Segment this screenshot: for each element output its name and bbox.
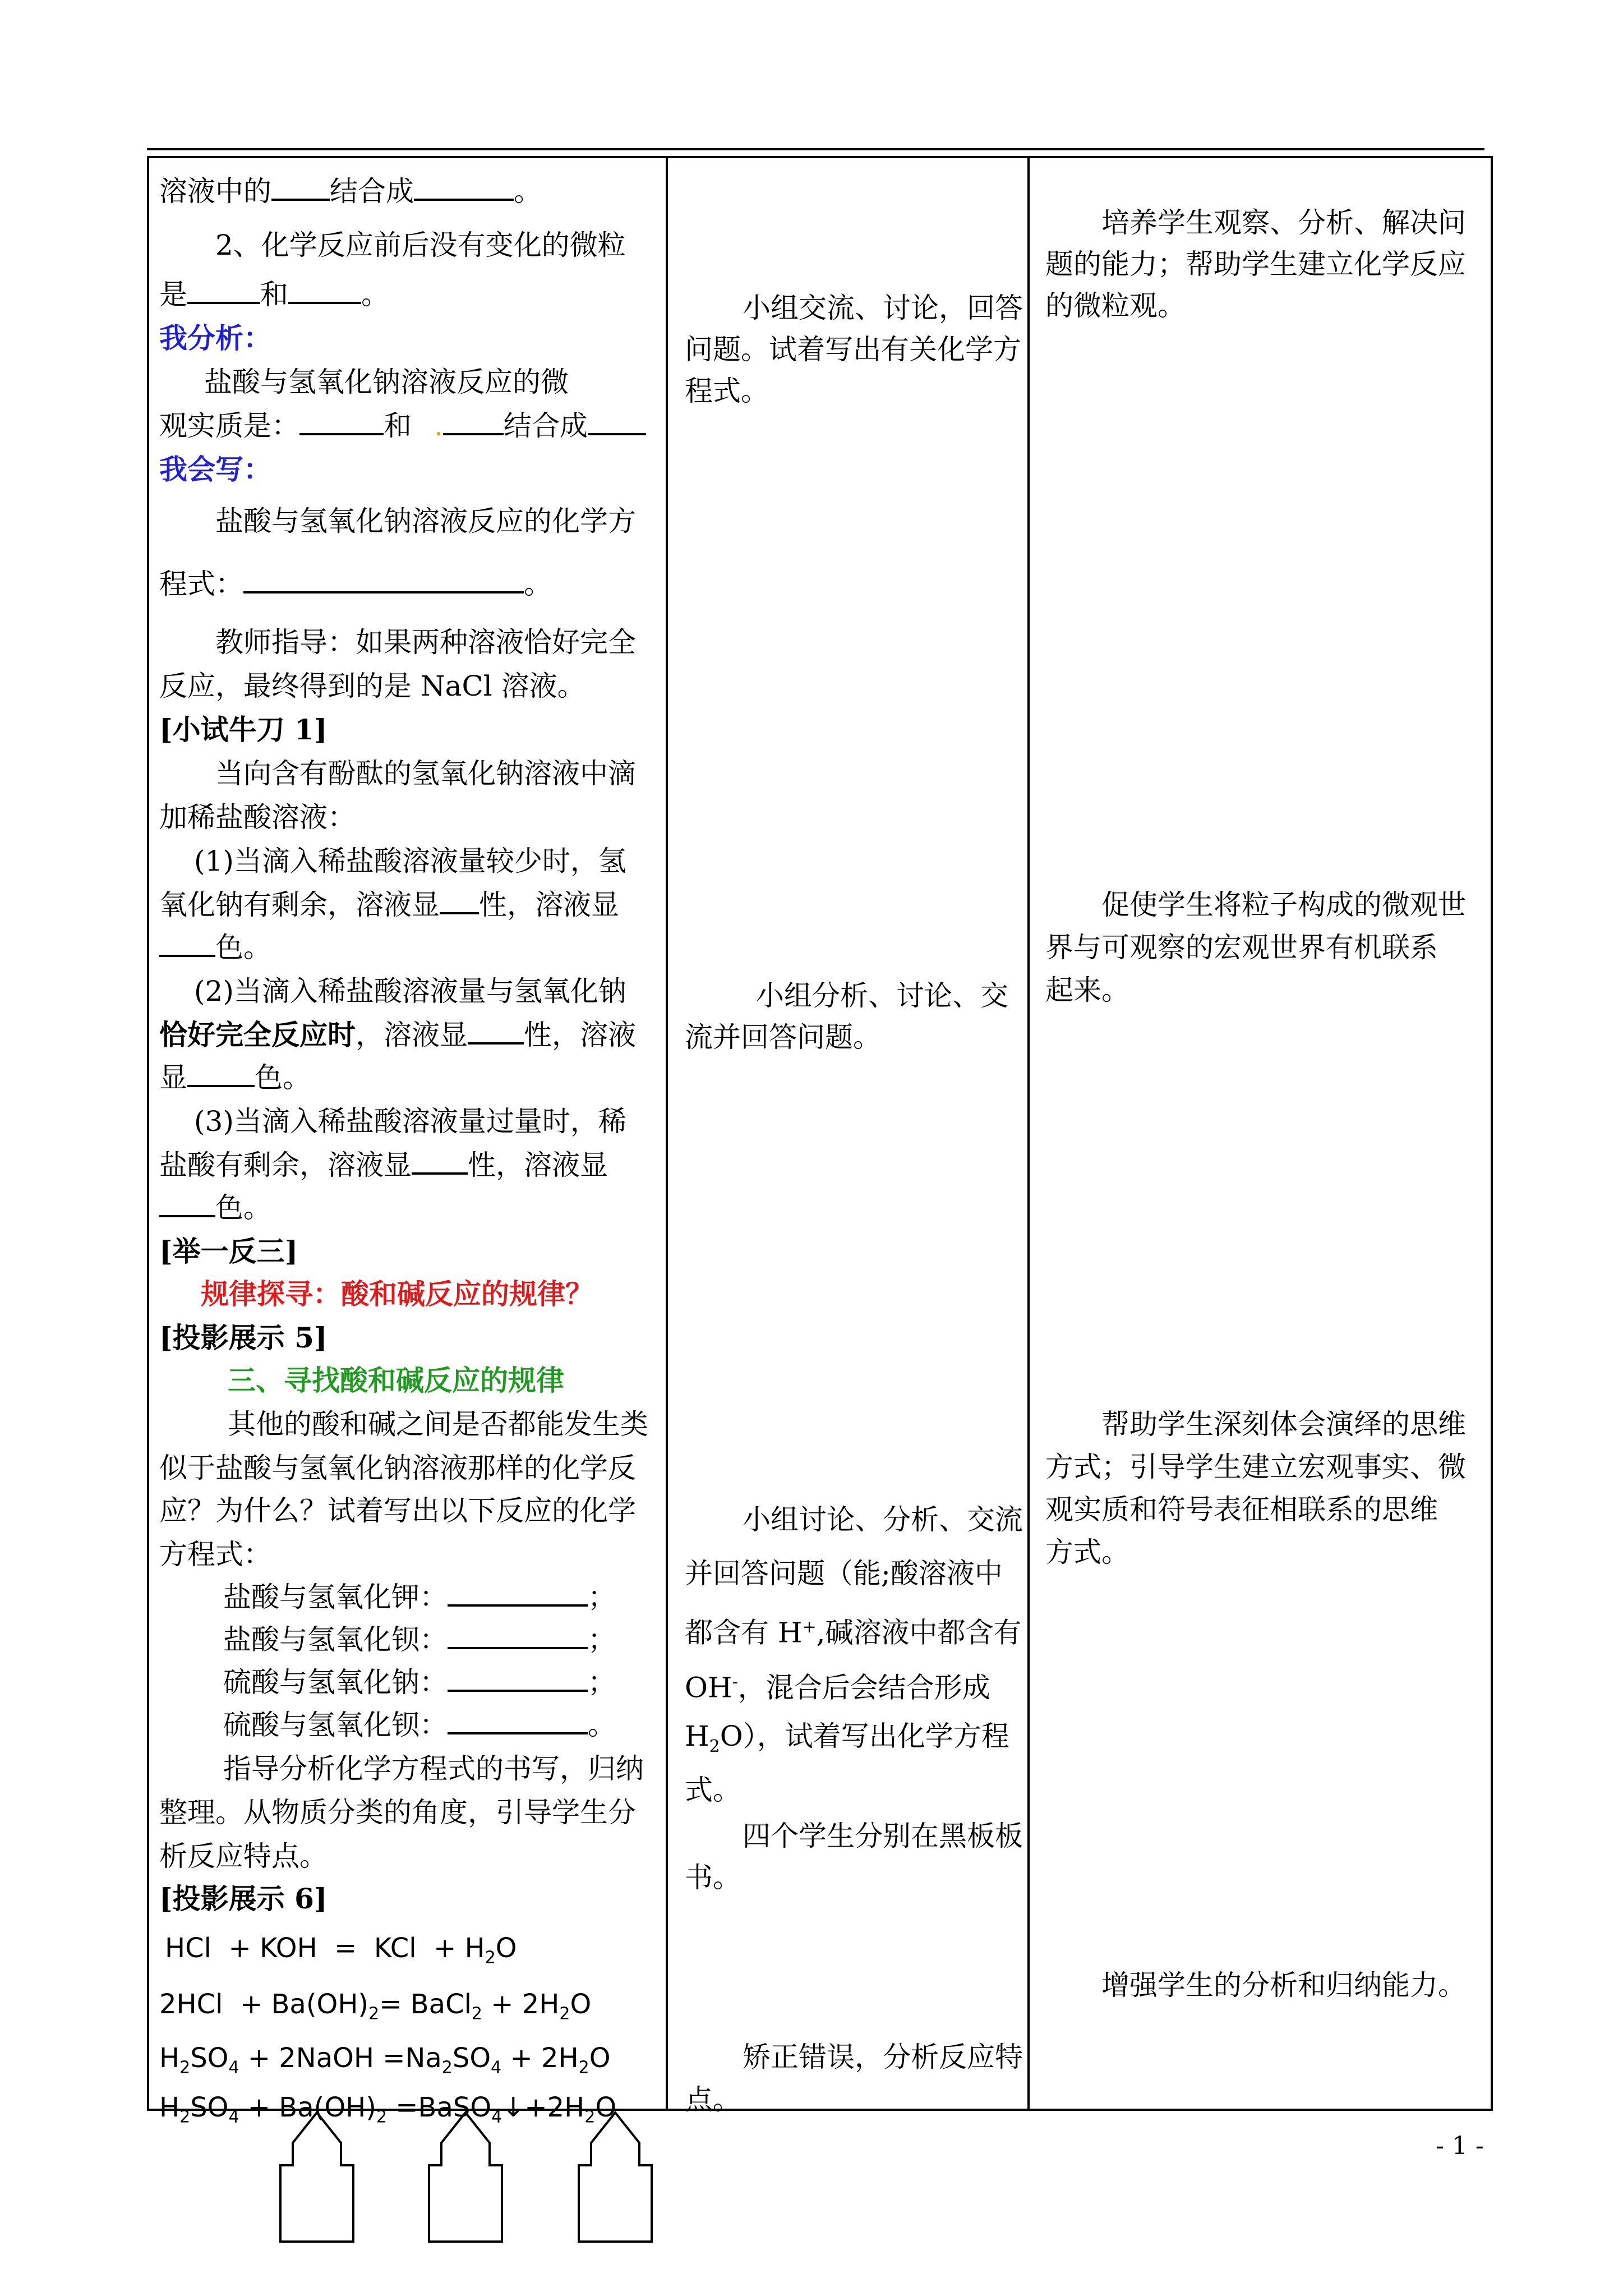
text-line: 点。 — [685, 2083, 741, 2116]
text-line: 小组交流、讨论，回答 — [743, 292, 1023, 324]
text-line: 显 色。 — [159, 1061, 311, 1094]
heading-i-can-write: 我会写： — [159, 453, 271, 486]
up-arrow-icon — [423, 2109, 508, 2244]
page-number: - 1 - — [1436, 2132, 1484, 2160]
text-line: 促使学生将粒子构成的微观世 — [1101, 889, 1466, 921]
text-line: 盐酸与氢氧化钠溶液反应的微 — [204, 366, 569, 398]
text-line: 增强学生的分析和归纳能力。 — [1101, 1969, 1466, 2001]
text-line: 界与可观察的宏观世界有机联系 — [1045, 931, 1438, 964]
equation-1: HCl + KOH = KCl + $H_2O$ — [165, 1932, 517, 1968]
header-rule — [147, 148, 1484, 150]
text-line: 盐酸有剩余，溶液显 性，溶液显 — [159, 1149, 608, 1181]
text-line: 小组讨论、分析、交流 — [743, 1503, 1023, 1536]
up-arrow-icon — [275, 2109, 359, 2244]
heading-projection-5: [投影展示 5] — [159, 1321, 328, 1354]
column-divider-1 — [666, 158, 668, 2109]
reaction-line: 硫酸与氢氧化钠： ； — [223, 1666, 616, 1699]
text-line: 教师指导：如果两种溶液恰好完全 — [215, 626, 636, 659]
heading-rule-search: 规律探寻：酸和碱反应的规律？ — [201, 1277, 593, 1310]
text-line: 的微粒观。 — [1045, 289, 1186, 322]
text-line: 式。 — [685, 1774, 741, 1806]
text-line: 其他的酸和碱之间是否都能发生类 — [228, 1408, 648, 1441]
text-line: 观实质是： 和 . 结合成 — [159, 408, 646, 443]
text-line: 似于盐酸与氢氧化钠溶液那样的化学反 — [159, 1452, 636, 1484]
text-line: 书。 — [685, 1861, 741, 1894]
text-line: OH-，混合后会结合形成 — [685, 1671, 990, 1704]
text-line: 小组分析、讨论、交 — [756, 979, 1008, 1012]
reaction-line: 盐酸与氢氧化钾： ； — [223, 1581, 616, 1613]
text-line: 是 和 。 — [159, 278, 389, 311]
text-line: 流并回答问题。 — [685, 1021, 881, 1053]
text-line: 恰好完全反应时，溶液显 性，溶液 — [159, 1018, 636, 1051]
text-line: 并回答问题（能;酸溶液中 — [685, 1557, 1003, 1590]
equation-4: $H_2SO_4 + Ba(OH)_2$ $=BaSO_4↓+2H_2O$ — [159, 2092, 617, 2127]
text-line: 方程式： — [159, 1538, 271, 1571]
reaction-line: 硫酸与氢氧化钡： 。 — [223, 1709, 616, 1741]
equation-2: $2HCl + Ba(OH)_2=$ BaCl$_2$ + $2H_2O$ — [159, 1989, 592, 2024]
text-line: 起来。 — [1045, 974, 1129, 1006]
lesson-table — [147, 156, 1493, 2127]
text-line: (1)当滴入稀盐酸溶液量较少时，氢 — [194, 845, 626, 877]
text-line: 程式： 。 — [159, 568, 552, 600]
text-line: 加稀盐酸溶液： — [159, 801, 356, 834]
text-line: 问题。试着写出有关化学方 — [685, 333, 1021, 366]
text-line: 都含有 H+,碱溶液中都含有 — [685, 1616, 1022, 1649]
text-line: 题的能力；帮助学生建立化学反应 — [1045, 248, 1466, 280]
text-line: 四个学生分别在黑板板 — [743, 1820, 1023, 1852]
text-line: 当向含有酚酞的氢氧化钠溶液中滴 — [215, 757, 636, 790]
text-line: 析反应特点。 — [159, 1840, 328, 1872]
text-line: 方式；引导学生建立宏观事实、微 — [1045, 1451, 1466, 1483]
text-line: (2)当滴入稀盐酸溶液量与氢氧化钠 — [194, 975, 626, 1007]
reaction-line: 盐酸与氢氧化钡： ； — [223, 1623, 616, 1656]
text-line: 色。 — [159, 930, 271, 965]
heading-my-analysis: 我分析： — [159, 321, 271, 355]
text-line: (3)当滴入稀盐酸溶液量过量时，稀 — [194, 1105, 626, 1138]
text-line: 矫正错误，分析反应特 — [743, 2041, 1023, 2073]
text-line: $H_2O$），试着写出化学方程 — [685, 1720, 1009, 1756]
text-line: 2、化学反应前后没有变化的微粒 — [215, 229, 626, 261]
heading-try-1: [小试牛刀 1] — [159, 713, 328, 746]
equation-3: $H_2SO_4$ + 2NaOH $=Na_2SO_4 + 2H_2O$ — [159, 2042, 611, 2078]
text-line: 氧化钠有剩余，溶液显 性，溶液显 — [159, 889, 619, 921]
text-line: 整理。从物质分类的角度，引导学生分 — [159, 1796, 636, 1829]
text-line: 帮助学生深刻体会演绎的思维 — [1101, 1408, 1466, 1441]
text-line: 溶液中的 结合成 。 — [159, 175, 542, 208]
text-line: 盐酸与氢氧化钠溶液反应的化学方 — [215, 505, 636, 537]
heading-section-3: 三、寻找酸和碱反应的规律 — [228, 1364, 564, 1397]
text-line: 培养学生观察、分析、解决问 — [1101, 206, 1466, 239]
text-line: 观实质和符号表征相联系的思维 — [1045, 1493, 1438, 1526]
text-line: 程式。 — [685, 375, 769, 407]
text-line: 方式。 — [1045, 1536, 1129, 1568]
heading-projection-6: [投影展示 6] — [159, 1882, 328, 1915]
text-line: 指导分析化学方程式的书写，归纳 — [223, 1752, 644, 1785]
text-line: 应？为什么？试着写出以下反应的化学 — [159, 1494, 636, 1527]
text-line: 色。 — [159, 1190, 271, 1225]
column-divider-2 — [1027, 158, 1030, 2109]
up-arrow-icon — [573, 2109, 657, 2244]
heading-apply: [举一反三] — [159, 1235, 298, 1268]
text-line: 反应，最终得到的是 NaCl 溶液。 — [159, 670, 585, 702]
